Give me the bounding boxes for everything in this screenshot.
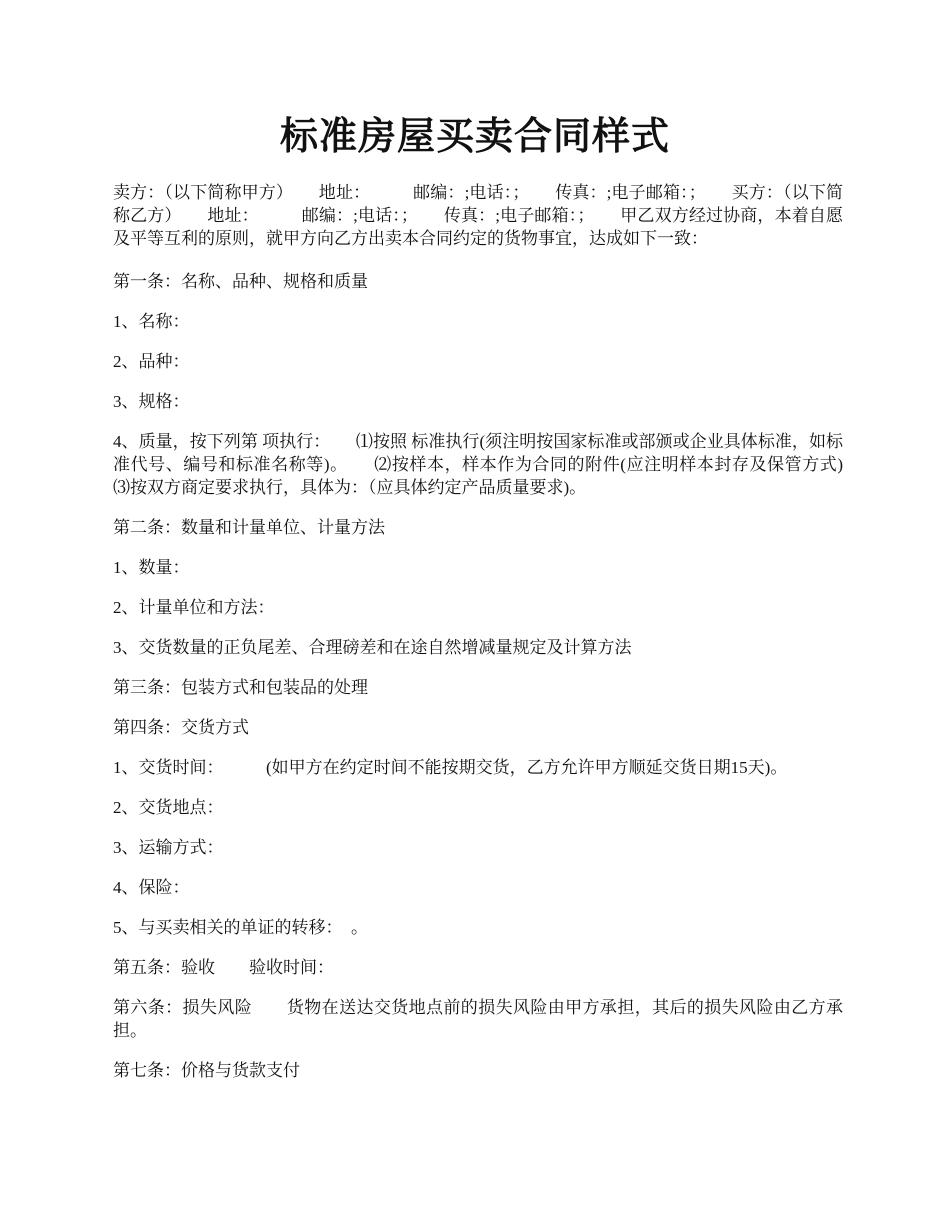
clause-5-heading: 第五条：验收 验收时间： (113, 958, 334, 977)
document-title: 标准房屋买卖合同样式 (279, 116, 670, 158)
clause-2-item-quantity: 1、数量： (113, 558, 190, 577)
clause-7-heading: 第七条：价格与货款支付 (113, 1061, 300, 1080)
clause-1-item-spec: 3、规格： (113, 392, 190, 411)
intro-paragraph: 卖方：（以下简称甲方） 地址： 邮编：;电话：； 传真：;电子邮箱：； 买方：（以下简称乙方） 地址： 邮编：;电话：； 传真：;电子邮箱：； 甲乙双方经过协商，本着自愿及平等互利的原则，就甲方向乙方出卖本合同约定的货物事宜，达成如下一致： (113, 183, 843, 248)
clause-4-item-place: 2、交货地点： (113, 798, 224, 817)
clause-1-item-name: 1、名称： (113, 312, 190, 331)
clause-2-item-unit-method: 2、计量单位和方法： (113, 598, 275, 617)
clause-1-heading: 第一条：名称、品种、规格和质量 (113, 272, 368, 291)
clause-1-item-variety: 2、品种： (113, 352, 190, 371)
clause-1-item-quality: 4、质量，按下列第 项执行： ⑴按照 标准执行(须注明按国家标准或部颁或企业具体标准，如标准代号、编号和标准名称等)。 ⑵按样本，样本作为合同的附件(应注明样本封存及保管方式) ⑶按双方商定要求执行，具体为：（应具体约定产品质量要求)。 (113, 432, 877, 497)
clause-2-item-tolerance: 3、交货数量的正负尾差、合理磅差和在途自然增减量规定及计算方法 (113, 638, 632, 657)
clause-6-heading: 第六条：损失风险 货物在送达交货地点前的损失风险由甲方承担，其后的损失风险由乙方承担。 (113, 998, 843, 1040)
document-body (113, 181, 877, 1099)
clause-2-heading: 第二条：数量和计量单位、计量方法 (113, 518, 385, 537)
clause-4-item-documents: 5、与买卖相关的单证的转移： 。 (113, 918, 368, 937)
clause-4-heading: 第四条：交货方式 (113, 718, 249, 737)
clause-3-heading: 第三条：包装方式和包装品的处理 (113, 678, 368, 697)
clause-4-item-transport: 3、运输方式： (113, 838, 224, 857)
clause-4-item-insurance: 4、保险： (113, 878, 190, 897)
clause-4-item-time: 1、交货时间： (如甲方在约定时间不能按期交货，乙方允许甲方顺延交货日期15天)。 (113, 758, 788, 777)
